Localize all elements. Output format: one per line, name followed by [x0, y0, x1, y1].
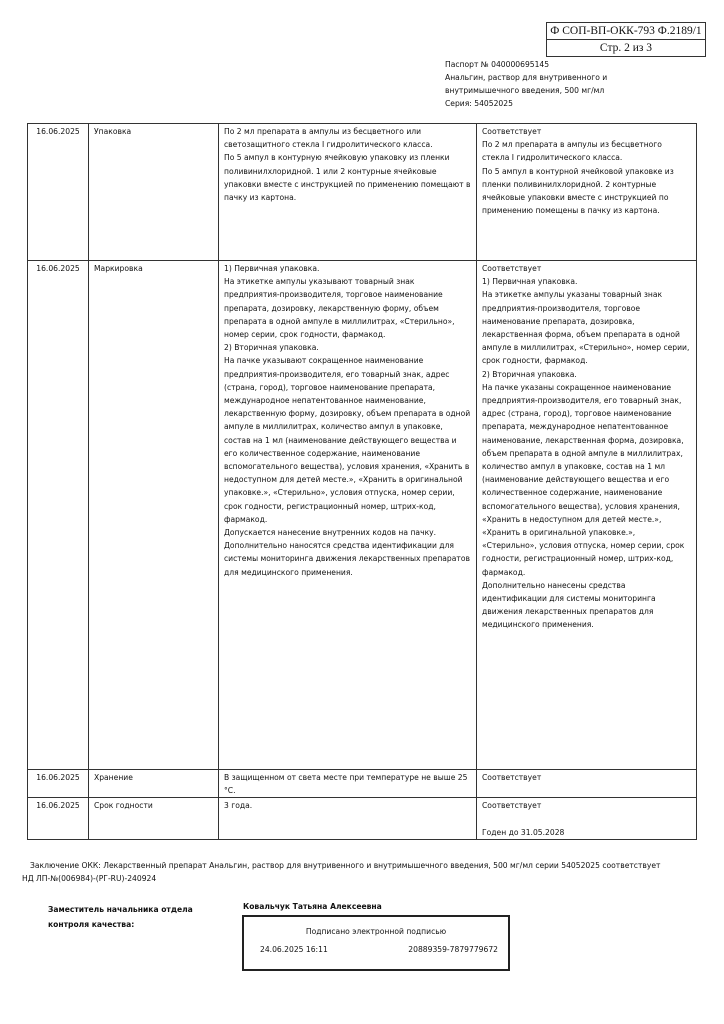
cell-indicator: Срок годности [89, 798, 219, 839]
stamp-title: Подписано электронной подписью [305, 927, 447, 936]
result-paragraph: Соответствует [482, 127, 542, 136]
table-row [28, 124, 697, 261]
cell-result [477, 261, 697, 770]
cell-requirement [219, 261, 477, 770]
signer-title-line-1: Заместитель начальника отдела [48, 905, 193, 914]
table-row [28, 770, 697, 798]
signer-title [48, 902, 193, 932]
passport-number: Паспорт № 040000695145 [445, 60, 550, 69]
electronic-signature-stamp [242, 915, 510, 971]
result-paragraph: Дополнительно нанесены средства идентификации для системы мониторинга движения лекарственных препаратов для медицинского применения. [482, 580, 656, 630]
cell-result [477, 770, 697, 798]
result-paragraph [482, 813, 691, 826]
cell-requirement [219, 798, 477, 839]
conclusion: Заключение ОКК: Лекарственный препарат Анальгин, раствор для внутривенного и внутримышечного введения, 500 мг/мл серии 54052025 соответствует НД ЛП-№(006984)-(РГ-RU)-240924 [22, 861, 661, 883]
test-results-table [27, 123, 697, 840]
cell-requirement [219, 770, 477, 798]
requirement-paragraph: По 2 мл препарата в ампулы из бесцветного или светозащитного стекла I гидролитического класса. [224, 127, 433, 150]
requirement-paragraph: 2) Вторичная упаковка. [224, 343, 319, 353]
signer-title-line-2: контроля качества: [48, 920, 135, 929]
requirement-paragraph: 3 года. [224, 801, 253, 811]
cell-indicator: Маркировка [89, 261, 219, 770]
result-paragraph: Годен до 31.05.2028 [482, 827, 565, 837]
passport-block [445, 58, 607, 110]
result-paragraph: Соответствует [482, 773, 542, 782]
requirement-paragraph: В защищенном от света месте при температуре не выше 25 °С. [224, 773, 468, 796]
form-code: Ф СОП-ВП-ОКК-793 Ф.2189/1 [550, 25, 702, 37]
cell-date: 16.06.2025 [28, 798, 89, 839]
cell-result [477, 798, 697, 839]
result-paragraph: Соответствует [482, 264, 542, 273]
requirement-paragraph: На этикетке ампулы указывают товарный знак предприятия-производителя, торговое наименование препарата, дозировку, лекарственную форму, объем препарата в одной ампуле в миллилитрах, «Стерильно», номер серии, срок годности, фармакод. [224, 277, 455, 340]
cell-indicator: Хранение [89, 770, 219, 798]
requirement-paragraph: Допускается нанесение внутренних кодов на пачку. [224, 528, 437, 538]
cell-date: 16.06.2025 [28, 261, 89, 770]
result-paragraph: На пачке указаны сокращенное наименование предприятия-производителя, его товарный знак, адрес (страна, город), торговое наименование препарата, международное непатентованное наименование, лекарственная форма, дозировка, объем препарата в одной ампуле в миллилитрах, количество ампул в упаковке, состав на 1 мл (наименование действующего вещества и его количественное содержание, наименование вспомогательного вещества), условия хранения, «Хранить в недоступном для детей месте.», «Хранить в оригинальной упаковке.», «Стерильно», условия отпуска, номер серии, срок годности, регистрационный номер, штрих-код, фармакод. [482, 382, 685, 577]
result-paragraph: На этикетке ампулы указаны товарный знак предприятия-производителя, торговое наименование препарата, дозировка, лекарственная форма, объем препарата в одной ампуле в миллилитрах, «Стерильно», номер серии, срок годности, фармакод. [482, 290, 690, 366]
requirement-paragraph: Дополнительно наносятся средства идентификации для системы мониторинга движения лекарственных препаратов для медицинского применения. [224, 541, 470, 577]
cell-indicator: Упаковка [89, 124, 219, 261]
form-code-box [546, 22, 706, 57]
requirement-paragraph: На пачке указывают сокращенное наименование предприятия-производителя, его товарный знак, адрес (страна, город), торговое наименование препарата, международное непатентованное наименование, лекарственную форму, дозировку, объем препарата в одной ампуле в миллилитрах, количество ампул в упаковке, состав на 1 мл (наименование действующего вещества и его количественное содержание, наименование вспомогательного вещества), условия хранения, «Хранить в недоступном для детей месте.», «Хранить в оригинальной упаковке.», «Стерильно», условия отпуска, номер серии, срок годности, регистрационный номер, штрих-код, фармакод. [224, 356, 471, 524]
table-row [28, 261, 697, 770]
signer-name: Ковальчук Татьяна Алексеевна [243, 902, 382, 911]
result-paragraph: По 2 мл препарата в ампулы из бесцветного стекла I гидролитического класса. [482, 140, 662, 163]
cell-requirement [219, 124, 477, 261]
result-paragraph: По 5 ампул в контурной ячейковой упаковке из пленки поливинилхлоридной. 2 контурные ячейковые упаковки вместе с инструкцией по применению помещены в пачку из картона. [482, 166, 674, 216]
result-paragraph: Соответствует [482, 801, 542, 811]
stamp-certificate: 20889359-7879779672 [408, 945, 498, 954]
page-number: Стр. 2 из 3 [547, 39, 705, 56]
cell-result [477, 124, 697, 261]
result-paragraph: 2) Вторичная упаковка. [482, 369, 577, 379]
table-row [28, 798, 697, 839]
requirement-paragraph: 1) Первичная упаковка. [224, 264, 320, 273]
result-paragraph: 1) Первичная упаковка. [482, 277, 578, 287]
stamp-datetime: 24.06.2025 16:11 [260, 945, 328, 954]
cell-date: 16.06.2025 [28, 770, 89, 798]
requirement-paragraph: По 5 ампул в контурную ячейковую упаковку из пленки поливинилхлоридной. 1 или 2 контурные ячейковые упаковки вместе с инструкцией по применению помещают в пачку из картона. [224, 153, 471, 203]
series: Серия: 54052025 [445, 99, 513, 108]
product-line-2: внутримышечного введения, 500 мг/мл [445, 86, 605, 95]
product-line-1: Анальгин, раствор для внутривенного и [445, 73, 608, 82]
cell-date: 16.06.2025 [28, 124, 89, 261]
